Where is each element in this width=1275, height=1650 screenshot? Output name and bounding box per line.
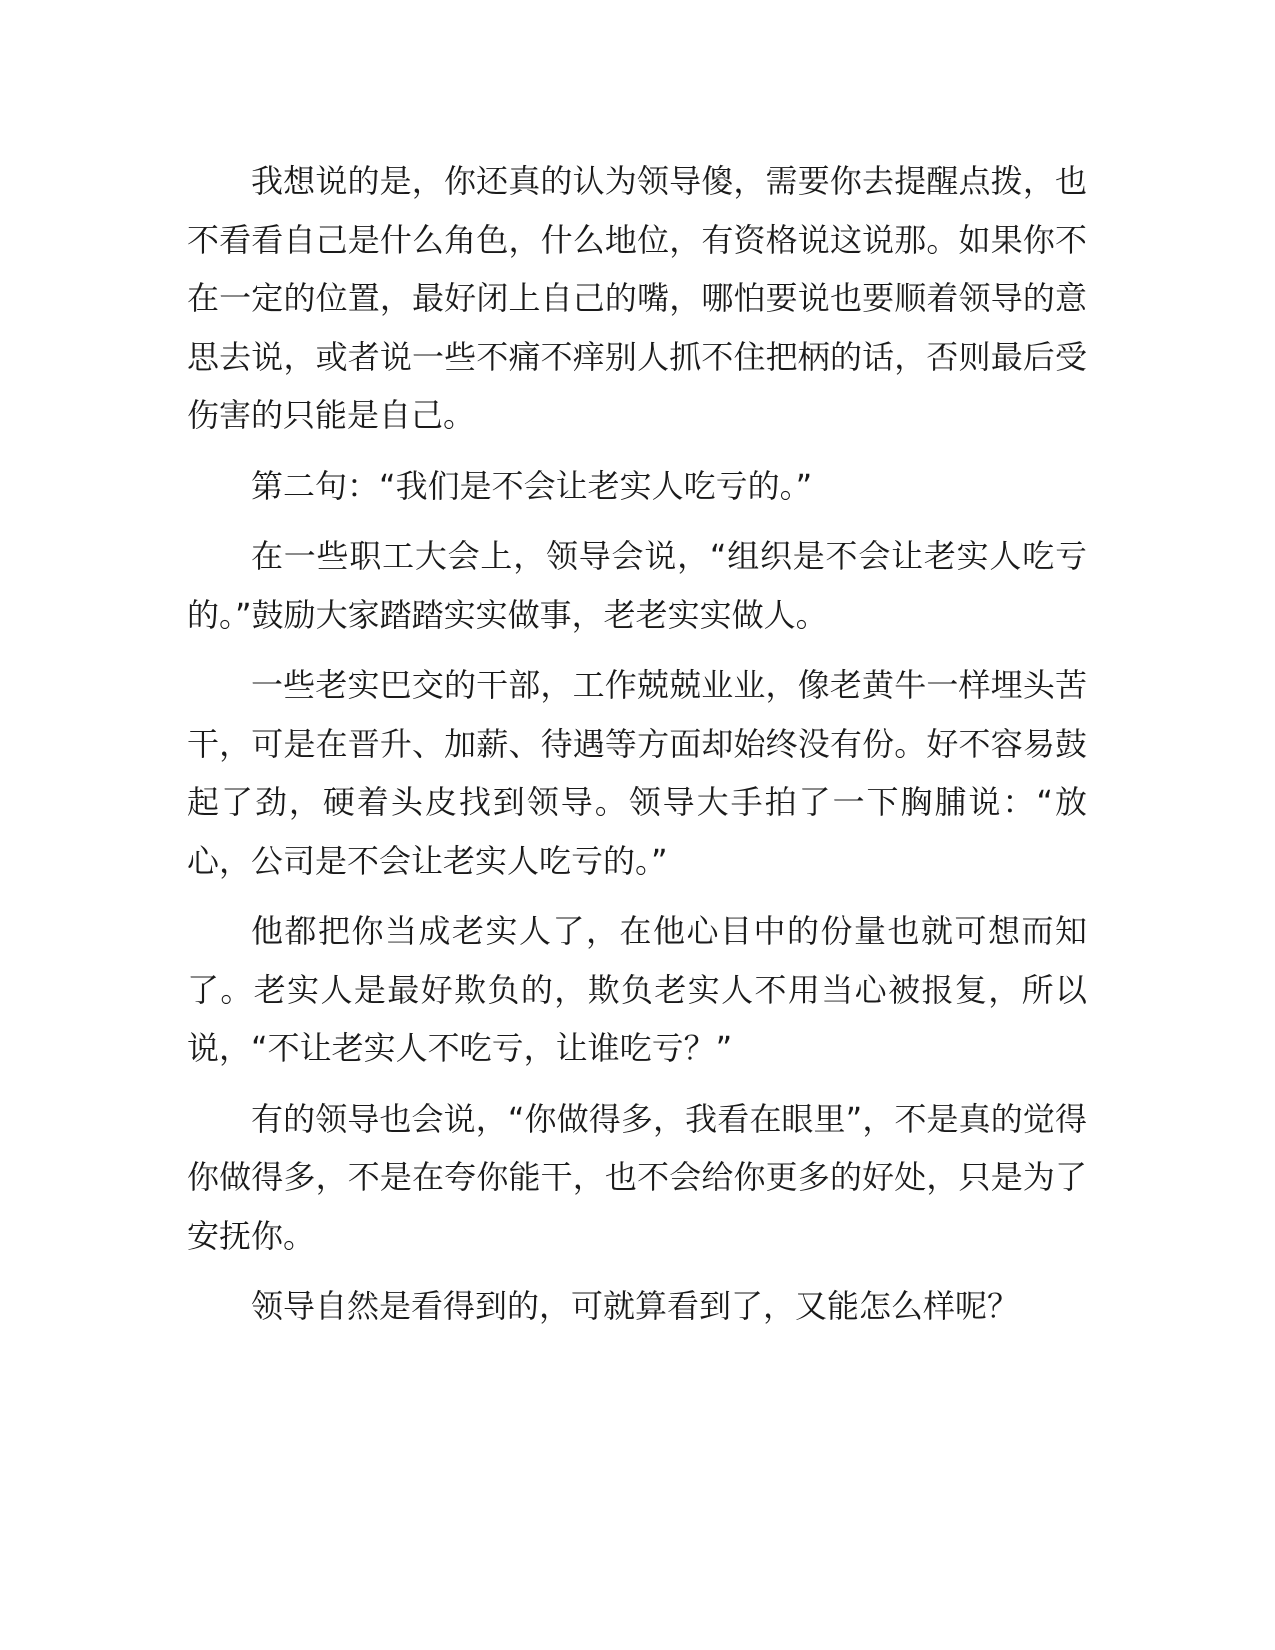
paragraph: 一些老实巴交的干部，工作兢兢业业，像老黄牛一样埋头苦干，可是在晋升、加薪、待遇等方面却始终没有份。好不容易鼓起了劲，硬着头皮找到领导。领导大手拍了一下胸脯说：“放心，公司是不会让老实人吃亏的。”	[187, 666, 1087, 880]
paragraph: 领导自然是看得到的，可就算看到了，又能怎么样呢？	[251, 1287, 1020, 1325]
paragraph: 我想说的是，你还真的认为领导傻，需要你去提醒点拨，也不看看自己是什么角色，什么地位，有资格说这说那。如果你不在一定的位置，最好闭上自己的嘴，哪怕要说也要顺着领导的意思去说，或者说一些不痛不痒别人抓不住把柄的话，否则最后受伤害的只能是自己。	[187, 162, 1087, 434]
document-body	[187, 152, 1087, 1348]
paragraph: 他都把你当成老实人了，在他心目中的份量也就可想而知了。老实人是最好欺负的，欺负老实人不用当心被报复，所以说，“不让老实人不吃亏，让谁吃亏？”	[187, 912, 1087, 1067]
paragraph: 第二句：“我们是不会让老实人吃亏的。”	[251, 466, 813, 505]
paragraph: 在一些职工大会上，领导会说，“组织是不会让老实人吃亏的。”鼓励大家踏踏实实做事，老老实实做人。	[187, 537, 1087, 634]
paragraph: 有的领导也会说，“你做得多，我看在眼里”，不是真的觉得你做得多，不是在夸你能干，也不会给你更多的好处，只是为了安抚你。	[187, 1099, 1087, 1255]
